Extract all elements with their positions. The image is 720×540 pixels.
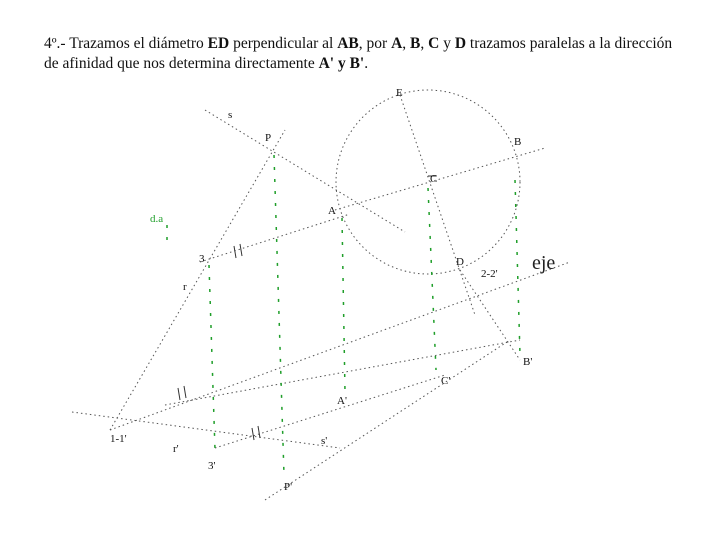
parallel-through-c (428, 188, 436, 370)
caption-bold-ab: AB (337, 35, 359, 52)
label-direccion-afinidad: d.a (150, 213, 164, 225)
label-r-prime: r' (173, 443, 179, 455)
caption-text-5: , (420, 35, 429, 52)
parallel-through-a (342, 218, 345, 392)
line-r (110, 130, 285, 430)
label-s-prime: s' (321, 435, 328, 447)
caption-text-2: perpendicular al (229, 35, 338, 52)
tick-mark (258, 426, 260, 438)
diameter-ab (335, 148, 545, 210)
label-1-1p: 1-1' (110, 433, 127, 445)
caption-text-6: y (439, 35, 455, 52)
parallel-through-b (515, 180, 520, 355)
label-2-2p: 2-2' (481, 268, 498, 280)
tick-mark (252, 428, 254, 440)
line-s (205, 110, 405, 232)
caption-bold-b: B (410, 35, 421, 52)
caption-bold-d: D (454, 35, 467, 52)
label-a-prime: A' (337, 395, 347, 407)
caption-bold-ed: ED (207, 35, 230, 52)
diameter-ed (400, 95, 475, 315)
label-p-prime: P' (284, 481, 293, 493)
label-a: A (328, 205, 336, 217)
label-b: B (514, 136, 522, 148)
line-a-prime-c-prime (215, 375, 445, 448)
label-c-prime: C' (441, 375, 451, 387)
caption-bold-ap-bp: A' y B' (318, 55, 365, 72)
label-p: P (265, 132, 272, 144)
chord-a-3 (200, 214, 350, 262)
label-d: D (456, 256, 464, 268)
label-e: E (396, 87, 403, 99)
tick-mark (178, 388, 180, 400)
caption-bold-c: C (428, 35, 440, 52)
label-s: s (228, 109, 233, 121)
tick-mark (184, 386, 186, 398)
caption-text-3: , por (358, 35, 392, 52)
label-c: C (430, 173, 438, 185)
caption-text-8: . (364, 55, 369, 72)
tick-mark (240, 244, 242, 256)
tick-marks (178, 176, 436, 440)
label-eje: eje (532, 252, 556, 274)
parallel-through-3 (209, 265, 215, 450)
label-3-prime: 3' (208, 460, 216, 472)
label-r: r (183, 281, 187, 293)
caption-text-4: , (402, 35, 411, 52)
caption-bold-a: A (391, 35, 403, 52)
affinity-direction-lines (167, 155, 520, 475)
link-b-prime-d (460, 270, 520, 360)
tick-mark (234, 246, 236, 258)
point-labels (110, 87, 555, 493)
parallel-through-p (274, 155, 284, 475)
label-3: 3 (199, 253, 205, 265)
label-b-prime: B' (523, 356, 533, 368)
caption-text-1: 4º.- Trazamos el diámetro (44, 35, 208, 52)
caption-text-7: trazamos paralelas a la dirección de afinidad que nos determina directamente (44, 35, 673, 72)
original-circle (336, 90, 520, 274)
